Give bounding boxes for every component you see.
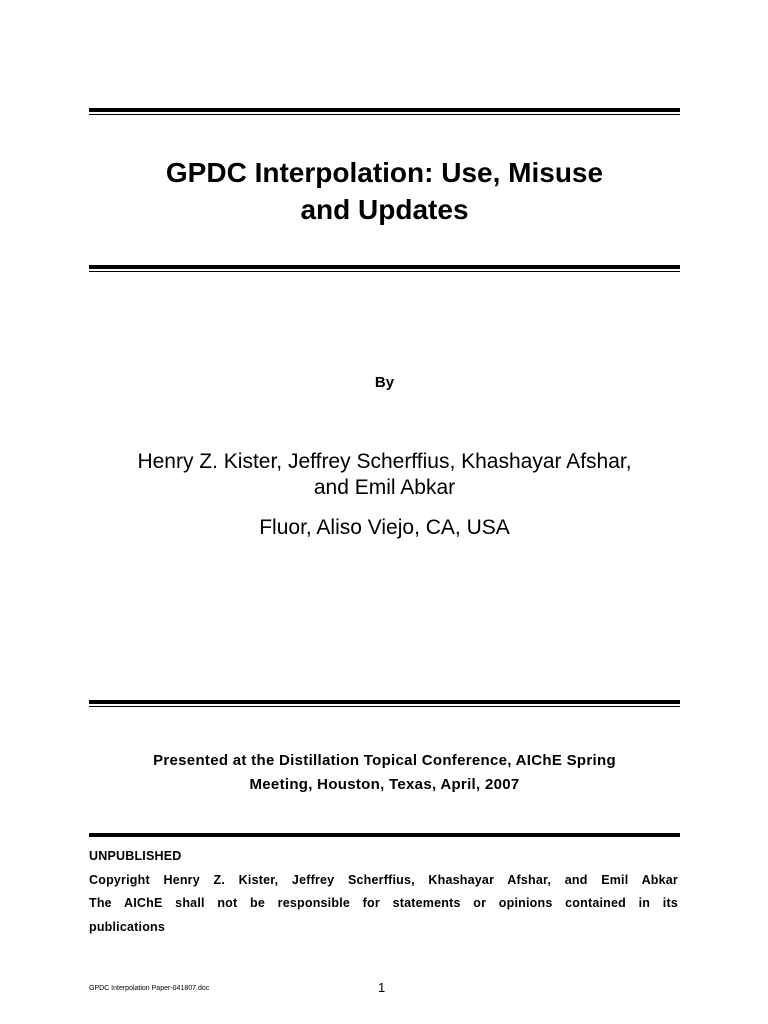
disclaimer-line-2: publications (89, 919, 166, 934)
presented-line-1: Presented at the Distillation Topical Conference, AIChE Spring (153, 752, 616, 769)
presented-divider (89, 700, 680, 707)
unpublished-label: UNPUBLISHED (89, 849, 182, 863)
title-line-1: GPDC Interpolation: Use, Misuse (165, 157, 604, 188)
footer-filename: GPDC Interpolation Paper-041807.doc (89, 985, 210, 992)
title-line-2: and Updates (300, 194, 469, 225)
page-number: 1 (378, 980, 386, 995)
paper-title (89, 154, 680, 228)
title-divider (89, 265, 680, 272)
copyright-line: Copyright Henry Z. Kister, Jeffrey Scherffius, Khashayar Afshar, and Emil Abkar (89, 872, 678, 887)
disclaimer-line-1: The AIChE shall not be responsible for statements or opinions contained in its (89, 896, 678, 910)
copyright-notice (89, 845, 678, 939)
authors-line-2: and Emil Abkar (313, 476, 456, 499)
top-divider (89, 108, 680, 115)
author-list (89, 449, 680, 501)
notice-divider (89, 833, 680, 837)
presentation-info (89, 749, 680, 797)
authors-line-1: Henry Z. Kister, Jeffrey Scherffius, Khashayar Afshar, (137, 450, 632, 473)
presented-line-2: Meeting, Houston, Texas, April, 2007 (249, 776, 520, 793)
by-label: By (374, 374, 395, 391)
affiliation: Fluor, Aliso Viejo, CA, USA (259, 516, 510, 539)
